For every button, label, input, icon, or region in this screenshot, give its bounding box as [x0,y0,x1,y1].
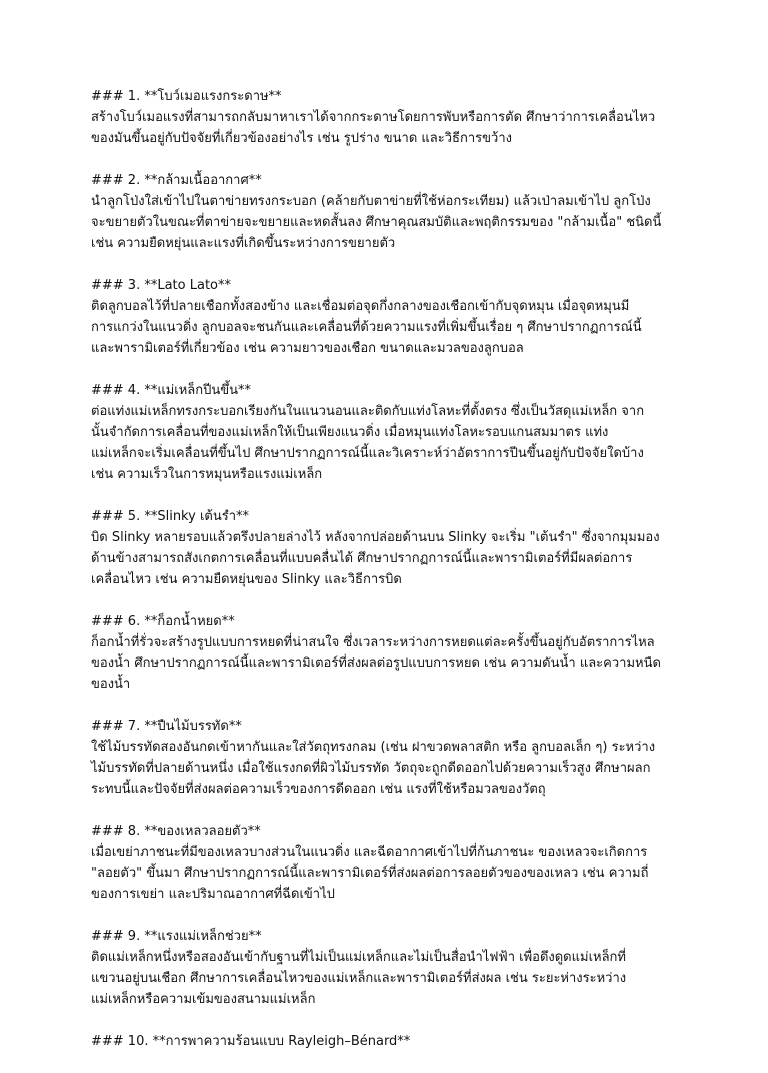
topic-body: ต่อแท่งแม่เหล็กทรงกระบอกเรียงกันในแนวนอนและติดกับแท่งโลหะที่ตั้งตรง ซึ่งเป็นวัสดุแม่เหล็ก จาก นั้นจำกัดการเคลื่อนที่ของแม่เหล็กให้เป็นเพียงแนวดิ่ง เมื่อหมุนแท่งโลหะรอบแกนสมมาตร แท่ง แม่เหล็กจะเริ่มเคลื่อนที่ขึ้นไป ศึกษาปรากฏการณ์นี้และวิเคราะห์ว่าอัตราการปีนขึ้นอยู่กับปัจจัยใดบ้าง เช่น ความเร็วในการหมุนหรือแรงแม่เหล็ก [91,404,645,482]
topic-heading: ### 10. **การพาความร้อนแบบ Rayleigh–Bénard** [91,1034,411,1049]
topic-section [91,380,681,485]
topic-body: ก็อกน้ำที่รั่วจะสร้างรูปแบบการหยดที่น่าสนใจ ซึ่งเวลาระหว่างการหยดแต่ละครั้งขึ้นอยู่กับอัตราการไหล ของน้ำ ศึกษาปรากฏการณ์นี้และพารามิเตอร์ที่ส่งผลต่อรูปแบบการหยด เช่น ความดันน้ำ และความหนืด ของน้ำ [91,635,661,692]
topic-section [91,611,681,695]
topic-section [91,716,681,800]
topic-body: นำลูกโป่งใส่เข้าไปในตาข่ายทรงกระบอก (คล้ายกับตาข่ายที่ใช้ห่อกระเทียม) แล้วเป่าลมเข้าไป ลูกโป่ง จะขยายตัวในขณะที่ตาข่ายจะขยายและหดสั้นลง ศึกษาคุณสมบัติและพฤติกรรมของ "กล้ามเนื้อ" ชนิดนี้ เช่น ความยืดหยุ่นและแรงที่เกิดขึ้นระหว่างการขยายตัว [91,194,662,251]
topic-heading: ### 8. **ของเหลวลอยตัว** [91,824,261,839]
topic-section [91,170,681,254]
topic-heading: ### 5. **Slinky เต้นรำ** [91,509,250,524]
topic-body: บิด Slinky หลายรอบแล้วตรึงปลายล่างไว้ หลังจากปล่อยด้านบน Slinky จะเริ่ม "เต้นรำ" ซึ่งจากมุมมอง ด้านข้างสามารถสังเกตการเคลื่อนที่แบบคลื่นได้ ศึกษาปรากฏการณ์นี้และพารามิเตอร์ที่มีผลต่อการ เคลื่อนไหว เช่น ความยืดหยุ่นของ Slinky และวิธีการบิด [91,530,660,587]
topic-body: ติดแม่เหล็กหนึ่งหรือสองอันเข้ากับฐานที่ไม่เป็นแม่เหล็กและไม่เป็นสื่อนำไฟฟ้า เพื่อดึงดูดแม่เหล็กที่ แขวนอยู่บนเชือก ศึกษาการเคลื่อนไหวของแม่เหล็กและพารามิเตอร์ที่ส่งผล เช่น ระยะห่างระหว่าง แม่เหล็กหรือความเข้มของสนามแม่เหล็ก [91,950,627,1007]
topic-body: เมื่อเขย่าภาชนะที่มีของเหลวบางส่วนในแนวดิ่ง และฉีดอากาศเข้าไปที่ก้นภาชนะ ของเหลวจะเกิดการ "ลอยตัว" ขึ้นมา ศึกษาปรากฏการณ์นี้และพารามิเตอร์ที่ส่งผลต่อการลอยตัวของของเหลว เช่น ความถี่ ของการเขย่า และปริมาณอากาศที่ฉีดเข้าไป [91,845,649,902]
topic-body: ใช้ไม้บรรทัดสองอันกดเข้าหากันและใส่วัตถุทรงกลม (เช่น ฝาขวดพลาสติก หรือ ลูกบอลเล็ก ๆ) ระหว่าง ไม้บรรทัดที่ปลายด้านหนึ่ง เมื่อใช้แรงกดที่ผิวไม้บรรทัด วัตถุจะถูกดีดออกไปด้วยความเร็วสูง ศึกษาผลก ระทบนี้และปัจจัยที่ส่งผลต่อความเร็วของการดีดออก เช่น แรงที่ใช้หรือมวลของวัตถุ [91,740,656,797]
topic-heading: ### 4. **แม่เหล็กปีนขึ้น** [91,383,252,398]
topic-section [91,275,681,359]
topic-heading: ### 6. **ก็อกน้ำหยด** [91,614,235,629]
topic-section [91,1031,681,1052]
topic-section [91,86,681,149]
topic-body: ติดลูกบอลไว้ที่ปลายเชือกทั้งสองข้าง และเชื่อมต่อจุดกึ่งกลางของเชือกเข้ากับจุดหมุน เมื่อจุดหมุนมี การแกว่งในแนวดิ่ง ลูกบอลจะชนกันและเคลื่อนที่ด้วยความแรงที่เพิ่มขึ้นเรื่อย ๆ ศึกษาปรากฏการณ์นี้ และพารามิเตอร์ที่เกี่ยวข้อง เช่น ความยาวของเชือก ขนาดและมวลของลูกบอล [91,299,642,356]
topic-heading: ### 9. **แรงแม่เหล็กช่วย** [91,929,262,944]
topic-heading: ### 2. **กล้ามเนื้ออากาศ** [91,173,262,188]
topic-heading: ### 7. **ปืนไม้บรรทัด** [91,719,242,734]
topic-heading: ### 1. **โบว์เมอแรงกระดาษ** [91,89,282,104]
topic-section [91,506,681,590]
topic-section [91,926,681,1010]
topic-body: สร้างโบว์เมอแรงที่สามารถกลับมาหาเราได้จากกระดาษโดยการพับหรือการตัด ศึกษาว่าการเคลื่อนไหว ของมันขึ้นอยู่กับปัจจัยที่เกี่ยวข้องอย่างไร เช่น รูปร่าง ขนาด และวิธีการขว้าง [91,110,656,146]
document-page [91,86,681,1073]
topic-heading: ### 3. **Lato Lato** [91,278,231,293]
topic-section [91,821,681,905]
